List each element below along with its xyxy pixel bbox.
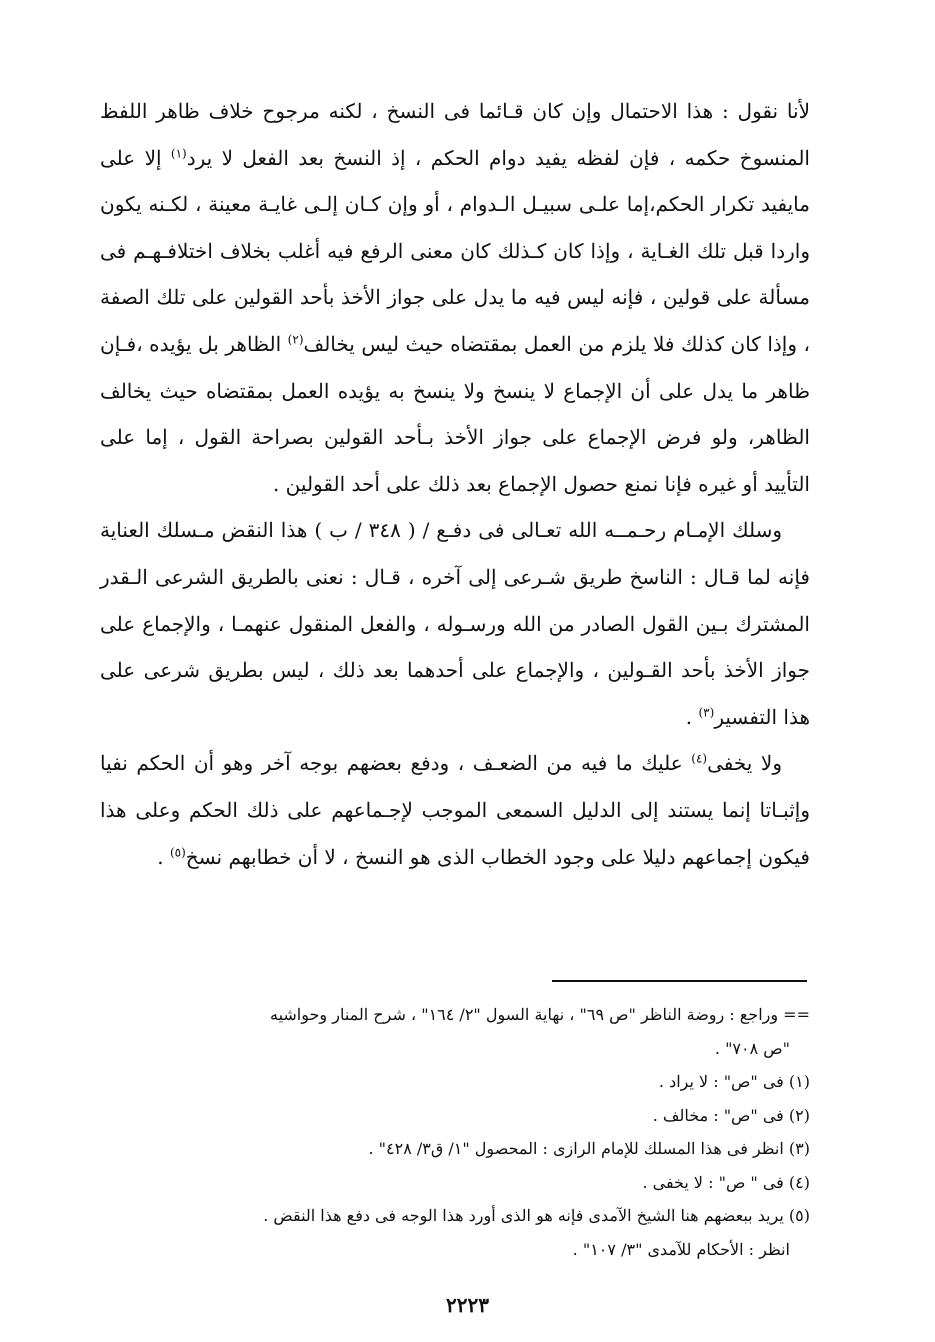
footnote-ref-1[interactable]: (١) <box>170 145 187 160</box>
footnotes <box>100 998 810 1266</box>
text-run: إلا على مايفيد تكرار الحكم،إما علـى سبيـل الـدوام ، أو وإن كـان إلـى غايـة معينة ، لكـنه يكون واردا قبل تلك الغـاية ، وإذا كان كـذلك كان معنى الرفع فيه أغلب بخلاف اختلافـهـم فى مسألة على قولين ، فإنه ليس فيه ما يدل على جواز الأخذ بأحد القولين على تلك الصفة ، وإذا كان كذلك فلا يلزم من العمل بمقتضاه حيث ليس يخالف <box>100 145 810 356</box>
paragraph-2 <box>100 507 810 740</box>
text-run: . <box>157 844 170 869</box>
footnote-ref-3[interactable]: (٣) <box>698 705 715 720</box>
footnote-1: (١) فى "ص" : لا يراد . <box>658 1072 810 1091</box>
footnote-4: (٤) فى " ص" : لا يخفى . <box>642 1172 810 1192</box>
text-run: الظاهر بل يؤيده ،فـإن ظاهر ما يدل على أن الإجماع لا ينسخ ولا ينسخ به يؤيده العمل بمقتضاه حيث يخالف الظاهر، ولو فرض الإجماع على جواز الأخذ بـأحد القولين بصراحة القول ، إما على التأييد أو غيره فإنا نمنع حصول الإجماع بعد ذلك على أحد القولين . <box>100 331 810 496</box>
footnote-ref-2[interactable]: (٢) <box>287 332 304 347</box>
text-run: عليك ما فيه من الضعـف ، ودفع بعضهم بوجه آخر وهو أن الحكم نفيا وإثبـاتا إنما يستند إلى الدليل السمعى الموجب لإجـماعهم على ذلك الحكم وعلى هذا فيكون إجماعهم دليلا على وجود الخطاب الذى هو النسخ ، لا أن خطابهم نسخ <box>100 751 810 869</box>
footnote-separator <box>552 980 807 982</box>
page-number: ٢٢٢٣ <box>446 1293 489 1317</box>
paragraph-3 <box>100 740 810 880</box>
footnote-continued: == وراجع : روضة الناظر "ص ٦٩" ، نهاية السول "٢/ ١٦٤" ، شرح المنار وحواشيه <box>269 1005 810 1024</box>
text-run: لأنا نقول : هذا الاحتمال وإن كان قـائما فى النسخ ، لكنه مرجوح خلاف ظاهر اللفظ المنسوخ حكمه ، فإن لفظه يفيد دوام الحكم ، إذ النسخ بعد الفعل لا يرد <box>100 99 810 170</box>
footnote-ref-5[interactable]: (٥) <box>169 844 186 859</box>
paragraph-1 <box>100 88 810 507</box>
footnote-5-continued: انظر : الأحكام للآمدى "٣/ ١٠٧" . <box>572 1239 790 1259</box>
footnote-ref-4[interactable]: (٤) <box>691 751 708 766</box>
footnote-continued-line: "ص ٧٠٨" . <box>714 1038 790 1058</box>
footnote-3: (٣) انظر فى هذا المسلك للإمام الرازى : المحصول "١/ ق٣/ ٤٢٨" . <box>368 1139 810 1158</box>
text-run: ولا يخفى <box>707 751 782 776</box>
footnote-5: (٥) يريد ببعضهم هنا الشيخ الآمدى فإنه هو الذى أورد هذا الوجه فى دفع هذا النقض . <box>263 1206 810 1225</box>
text-run: وسلك الإمـام رحـمــه الله تعـالى فى دفـع / ( ٣٤٨ / ب ) هذا النقض مـسلك العناية فإنه لما قـال : الناسخ طريق شـرعى إلى آخره ، قـال : نعنى بالطريق الشرعى الـقدر المشترك بـين القول الصادر من الله ورسـوله ، والفعل المنقول عنهمـا ، والإجماع على جواز الأخذ بأحد القـولين ، والإجماع على أحدهما بعد ذلك ، ليس بطريق شرعى على هذا التفسير <box>100 518 810 729</box>
footnote-2: (٢) فى "ص" : مخالف . <box>652 1105 810 1125</box>
main-text <box>100 88 810 880</box>
text-run: . <box>685 704 699 729</box>
